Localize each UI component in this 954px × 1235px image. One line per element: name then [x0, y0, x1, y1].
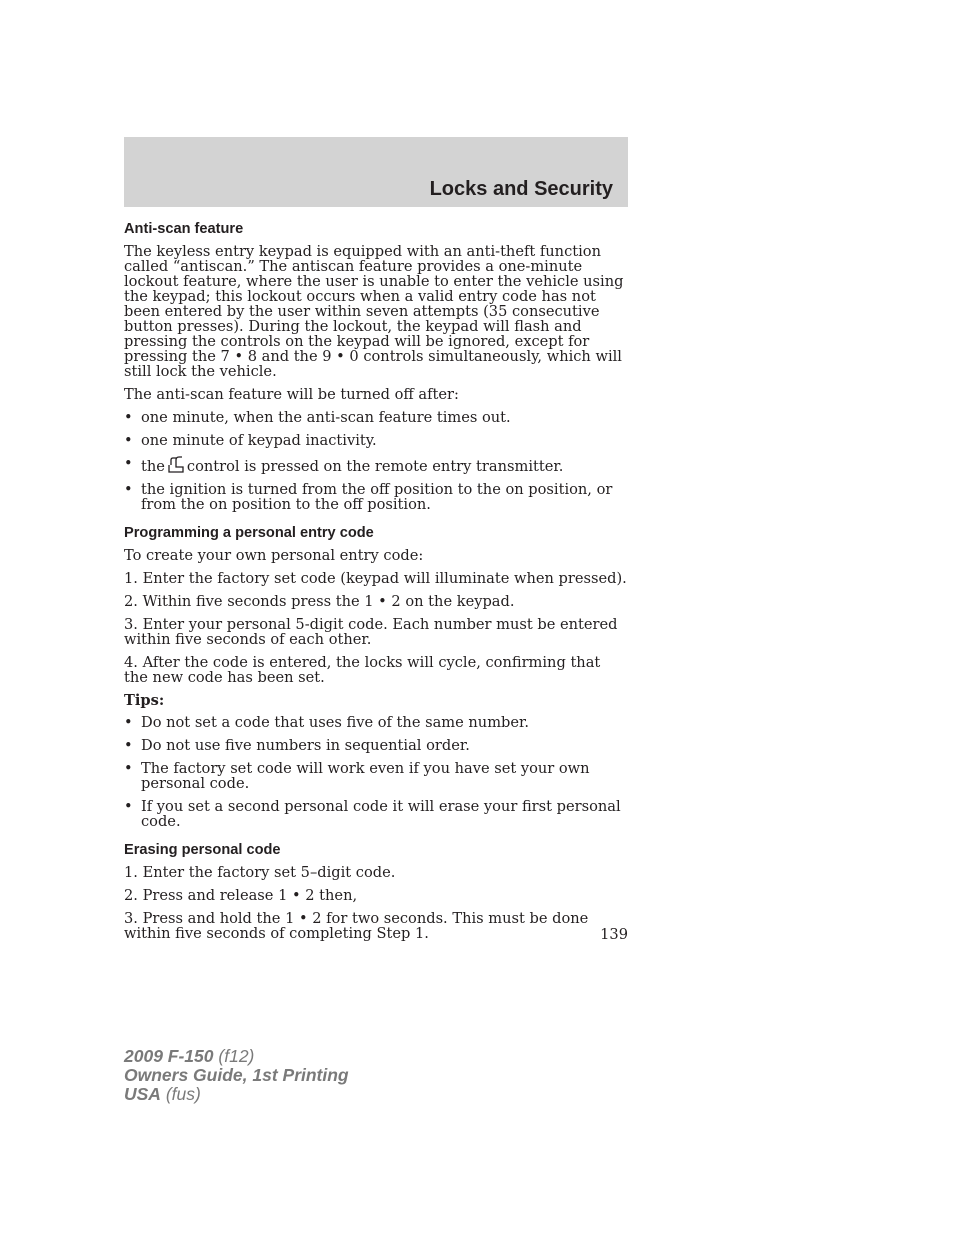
list-item: [124, 761, 628, 791]
footer-market-code: (fus): [165, 1084, 201, 1104]
trunk-release-icon: [167, 456, 185, 474]
section-title: Locks and Security: [429, 178, 613, 200]
erasing-step: 3. Press and hold the 1 • 2 for two seconds. This must be done within five seconds of completing Step 1.: [124, 910, 589, 942]
list-item: [124, 715, 628, 730]
erasing-step: 1. Enter the factory set 5–digit code.: [124, 864, 396, 881]
list-item: [124, 738, 628, 753]
footer-market: USA: [124, 1084, 161, 1104]
list-item-text: the ignition is turned from the off position to the on position, or from the on position to the off position.: [141, 481, 613, 513]
footer-edition: Owners Guide, 1st Printing: [124, 1065, 349, 1085]
programming-step: 3. Enter your personal 5-digit code. Each number must be entered within five seconds of each other.: [124, 616, 618, 648]
list-item-text: If you set a second personal code it will erase your first personal code.: [141, 798, 621, 830]
bullet: •: [124, 714, 133, 731]
tips-list: [124, 715, 628, 829]
antiscan-off-list: [124, 410, 628, 512]
footer-line: [124, 1085, 349, 1104]
list-item-text: one minute, when the anti-scan feature times out.: [141, 409, 511, 426]
bullet: •: [124, 409, 133, 426]
list-item: [124, 410, 628, 425]
bullet: •: [124, 455, 133, 472]
list-item-text: one minute of keypad inactivity.: [141, 432, 377, 449]
list-item-text: Do not set a code that uses five of the same number.: [141, 714, 530, 731]
bullet: •: [124, 737, 133, 754]
erasing-heading: Erasing personal code: [124, 842, 281, 858]
erasing-step: 2. Press and release 1 • 2 then,: [124, 887, 358, 904]
antiscan-paragraph: The keyless entry keypad is equipped with an anti-theft function called “antiscan.” The antiscan feature provides a one-minute lockout feature, where the user is unable to enter the vehicle using the keypad; this lockout occurs when a valid entry code has not been entered by the user within seven attempts (35 consecutive button presses). During the lockout, the keypad will flash and pressing the controls on the keypad will be ignored, except for pressing the 7 • 8 and the 9 • 0 controls simultaneously, which will still lock the vehicle.: [124, 243, 624, 380]
programming-step: 1. Enter the factory set code (keypad will illuminate when pressed).: [124, 570, 627, 587]
list-item-text: control is pressed on the remote entry transmitter.: [186, 458, 564, 475]
list-item-text: The factory set code will work even if you have set your own personal code.: [141, 760, 590, 792]
list-item-text: the: [141, 458, 165, 475]
programming-heading: Programming a personal entry code: [124, 525, 374, 541]
bullet: •: [124, 798, 133, 815]
list-item: [124, 799, 628, 829]
page-content: [124, 220, 628, 949]
footer-model-code: (f12): [218, 1046, 255, 1066]
tips-label: Tips:: [124, 692, 165, 709]
antiscan-off-intro: The anti-scan feature will be turned off after:: [124, 386, 459, 403]
section-header-band: [124, 137, 628, 207]
programming-intro: To create your own personal entry code:: [124, 547, 424, 564]
bullet: •: [124, 481, 133, 498]
document-footer: [124, 1047, 349, 1104]
list-item-text: Do not use five numbers in sequential order.: [141, 737, 470, 754]
programming-step: 4. After the code is entered, the locks will cycle, confirming that the new code has been set.: [124, 654, 601, 686]
list-item: [124, 482, 628, 512]
footer-line: [124, 1047, 349, 1066]
bullet: •: [124, 432, 133, 449]
bullet: •: [124, 760, 133, 777]
page-number: 139: [600, 926, 628, 943]
list-item: [124, 433, 628, 448]
footer-model: 2009 F-150: [124, 1046, 214, 1066]
antiscan-heading: Anti-scan feature: [124, 221, 244, 237]
programming-step: 2. Within five seconds press the 1 • 2 on the keypad.: [124, 593, 515, 610]
footer-line: [124, 1066, 349, 1085]
list-item: [124, 456, 628, 474]
